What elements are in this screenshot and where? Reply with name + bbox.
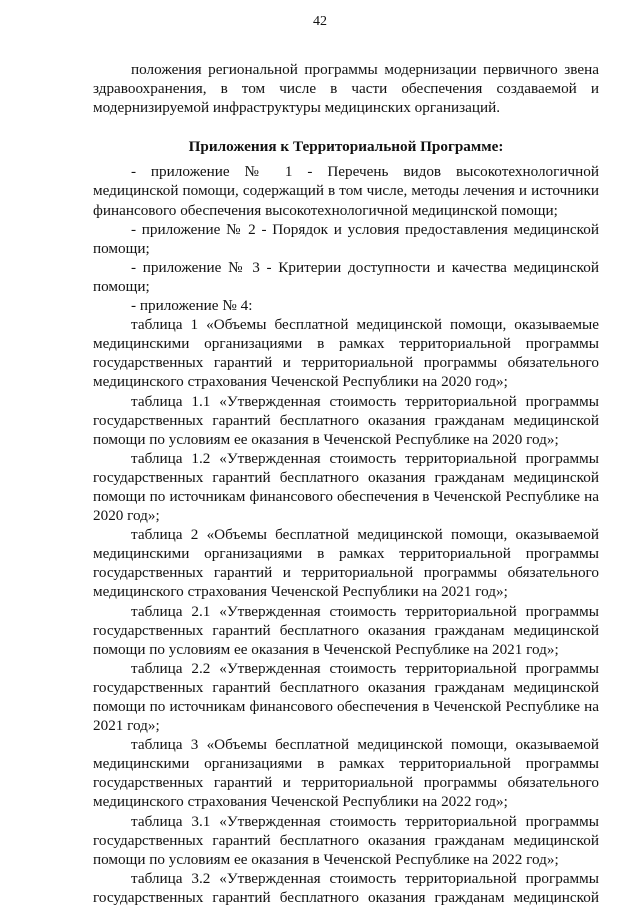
- document-body: [93, 60, 599, 907]
- paragraph-table-3: таблица 3 «Объемы бесплатной медицинской помощи, оказываемой медицинскими организациями в рамках территориальной программы государственных гарантий и территориальной программы обязательного медицинского страхования Чеченской Республики на 2022 год»;: [93, 736, 599, 811]
- paragraph-appendix-4: - приложение № 4:: [131, 297, 253, 315]
- paragraph-table-1: таблица 1 «Объемы бесплатной медицинской помощи, оказываемые медицинскими организациями в рамках территориальной программы государственных гарантий и территориальной программы обязательного медицинского страхования Чеченской Республики на 2020 год»;: [93, 316, 599, 391]
- paragraph-table-2-1: таблица 2.1 «Утвержденная стоимость территориальной программы государственных гарантий бесплатного оказания гражданам медицинской помощи по условиям ее оказания в Чеченской Республике на 2021 год»;: [93, 602, 599, 658]
- paragraph-intro: положения региональной программы модернизации первичного звена здравоохранения, в том числе в части обеспечения создаваемой и модернизируемой инфраструктуры медицинских организаций.: [93, 61, 599, 117]
- page-number: 42: [313, 14, 327, 29]
- paragraph-appendix-1: - приложение № 1 - Перечень видов высокотехнологичной медицинской помощи, содержащий в том числе, методы лечения и источники финансового обеспечения высокотехнологичной медицинской помощи;: [93, 163, 599, 219]
- paragraph-table-2-2: таблица 2.2 «Утвержденная стоимость территориальной программы государственных гарантий бесплатного оказания гражданам медицинской помощи по источникам финансового обеспечения в Чеченской Республике на 2021 год»;: [93, 659, 599, 735]
- paragraph-appendix-3: - приложение № 3 - Критерии доступности и качества медицинской помощи;: [93, 258, 599, 295]
- paragraph-table-1-2: таблица 1.2 «Утвержденная стоимость территориальной программы государственных гарантий бесплатного оказания гражданам медицинской помощи по источникам финансового обеспечения в Чеченской Республике на 2020 год»;: [93, 449, 599, 525]
- paragraph-table-2: таблица 2 «Объемы бесплатной медицинской помощи, оказываемой медицинскими организациями в рамках территориальной программы государственных гарантий и территориальной программы обязательного медицинского страхования Чеченской Республики на 2021 год»;: [93, 526, 599, 601]
- paragraph-table-3-2: таблица 3.2 «Утвержденная стоимость территориальной программы государственных гарантий бесплатного оказания гражданам медицинской: [93, 869, 599, 906]
- paragraph-table-3-1: таблица 3.1 «Утвержденная стоимость территориальной программы государственных гарантий бесплатного оказания гражданам медицинской помощи по условиям ее оказания в Чеченской Республике на 2022 год»;: [93, 812, 599, 868]
- paragraph-appendix-2: - приложение № 2 - Порядок и условия предоставления медицинской помощи;: [93, 220, 599, 257]
- section-heading: Приложения к Территориальной Программе:: [188, 138, 504, 156]
- paragraph-table-1-1: таблица 1.1 «Утвержденная стоимость территориальной программы государственных гарантий бесплатного оказания гражданам медицинской помощи по условиям ее оказания в Чеченской Республике на 2020 год»;: [93, 392, 599, 448]
